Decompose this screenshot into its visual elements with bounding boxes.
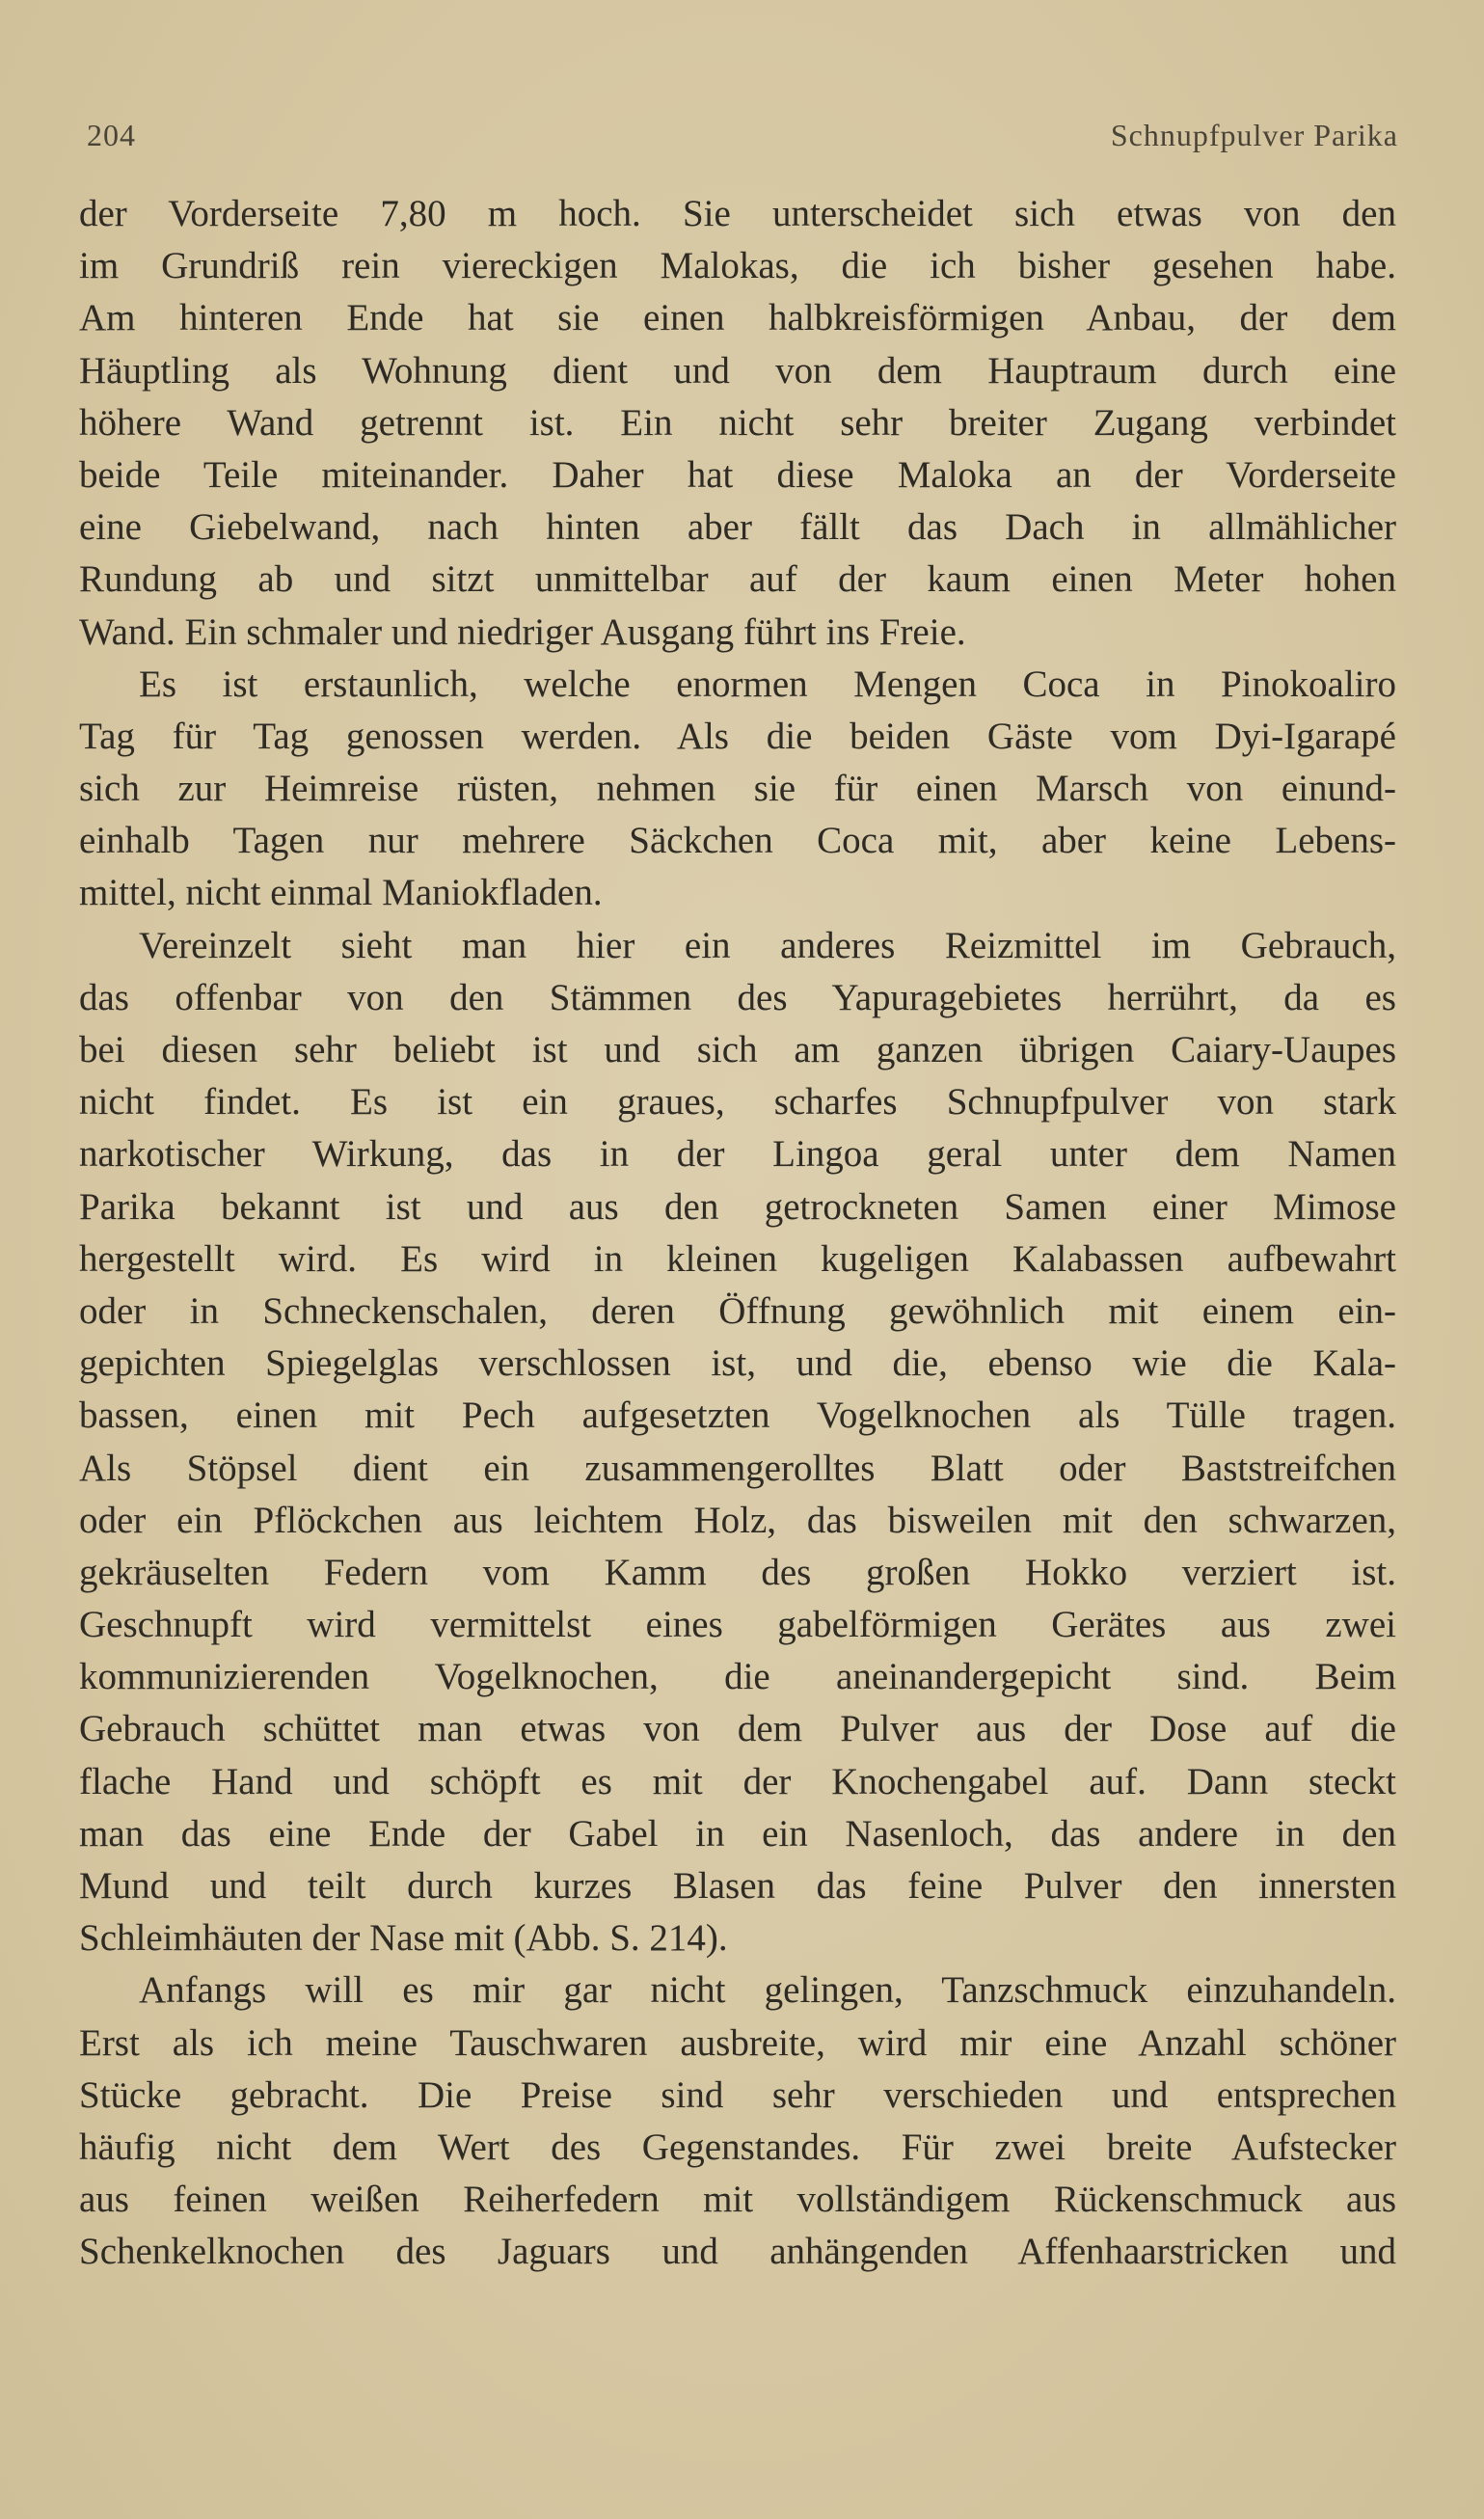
text-line: beide Teile miteinander. Daher hat diese Maloka an der Vorderseite <box>79 453 1396 496</box>
text-line: flache Hand und schöpft es mit der Knochengabel auf. Dann steckt <box>79 1760 1396 1802</box>
text-line: eine Giebelwand, nach hinten aber fällt das Dach in allmählicher <box>79 506 1396 549</box>
page-header <box>87 118 1398 156</box>
text-line: bassen, einen mit Pech aufgesetzten Vogelknochen als Tülle tragen. <box>79 1395 1396 1437</box>
text-line: Schenkelknochen des Jaguars und anhängenden Affenhaarstricken und <box>79 2231 1396 2273</box>
text-line: Anfangs will es mir gar nicht gelingen, Tanzschmuck einzuhandeln. <box>139 1969 1396 2012</box>
text-line: aus feinen weißen Reiherfedern mit vollständigem Rückenschmuck aus <box>79 2179 1396 2221</box>
text-line: im Grundriß rein viereckigen Malokas, die ich bisher gesehen habe. <box>79 245 1396 287</box>
text-line: einhalb Tagen nur mehrere Säckchen Coca mit, aber keine Lebens- <box>79 820 1396 862</box>
text-line: oder in Schneckenschalen, deren Öffnung gewöhnlich mit einem ein- <box>79 1289 1396 1332</box>
running-head: Schnupfpulver Parika <box>1110 118 1398 152</box>
text-line: Als Stöpsel dient ein zusammengerolltes Blatt oder Baststreifchen <box>79 1447 1396 1489</box>
text-line: Geschnupft wird vermittelst eines gabelförmigen Gerätes aus zwei <box>79 1604 1396 1646</box>
text-line: hergestellt wird. Es wird in kleinen kugeligen Kalabassen aufbewahrt <box>79 1237 1396 1280</box>
text-line: Gebrauch schüttet man etwas von dem Pulver aus der Dose auf die <box>79 1708 1396 1750</box>
text-line: narkotischer Wirkung, das in der Lingoa geral unter dem Namen <box>79 1133 1396 1176</box>
paragraph-4 <box>79 1964 1396 2278</box>
text-line: Am hinteren Ende hat sie einen halbkreisförmigen Anbau, der dem <box>79 297 1396 339</box>
text-line: Tag für Tag genossen werden. Als die beiden Gäste vom Dyi-Igarapé <box>79 715 1396 757</box>
text-line: sich zur Heimreise rüsten, nehmen sie für einen Marsch von einund- <box>79 768 1396 810</box>
text-line: gekräuselten Federn vom Kamm des großen Hokko verziert ist. <box>79 1551 1396 1593</box>
text-line: Schleimhäuten der Nase mit (Abb. S. 214). <box>79 1917 728 1960</box>
text-line: Erst als ich meine Tauschwaren ausbreite, wird mir eine Anzahl schöner <box>79 2021 1396 2064</box>
paragraph-3 <box>79 920 1396 1965</box>
text-line: mittel, nicht einmal Maniokfladen. <box>79 872 603 914</box>
text-line: das offenbar von den Stämmen des Yapuragebietes herrührt, da es <box>79 976 1396 1018</box>
text-line: man das eine Ende der Gabel in ein Nasenloch, das andere in den <box>79 1812 1396 1855</box>
text-line: Es ist erstaunlich, welche enormen Mengen Coca in Pinokoaliro <box>139 663 1396 705</box>
text-line: Rundung ab und sitzt unmittelbar auf der kaum einen Meter hohen <box>79 558 1396 601</box>
text-line: bei diesen sehr beliebt ist und sich am ganzen übrigen Caiary-Uaupes <box>79 1029 1396 1070</box>
text-line: Häuptling als Wohnung dient und von dem Hauptraum durch eine <box>79 349 1396 392</box>
paragraph-2 <box>79 659 1396 920</box>
text-line: gepichten Spiegelglas verschlossen ist, und die, ebenso wie die Kala- <box>79 1342 1396 1385</box>
text-line: nicht findet. Es ist ein graues, scharfes Schnupfpulver von stark <box>79 1081 1396 1124</box>
text-line: Stücke gebracht. Die Preise sind sehr verschieden und entsprechen <box>79 2073 1396 2116</box>
paragraph-1 <box>79 188 1396 659</box>
text-line: Vereinzelt sieht man hier ein anderes Reizmittel im Gebrauch, <box>139 924 1396 966</box>
text-line: Mund und teilt durch kurzes Blasen das feine Pulver den innersten <box>79 1865 1396 1907</box>
text-line: Parika bekannt ist und aus den getrockneten Samen einer Mimose <box>79 1185 1396 1228</box>
page-number: 204 <box>87 118 136 152</box>
text-line: kommunizierenden Vogelknochen, die aneinandergepicht sind. Beim <box>79 1656 1396 1698</box>
text-line: häufig nicht dem Wert des Gegenstandes. Für zwei breite Aufstecker <box>79 2126 1396 2168</box>
text-line: höhere Wand getrennt ist. Ein nicht sehr breiter Zugang verbindet <box>79 401 1396 444</box>
body-text <box>79 188 1396 2279</box>
text-line: Wand. Ein schmaler und niedriger Ausgang führt ins Freie. <box>79 610 966 653</box>
text-line: oder ein Pflöckchen aus leichtem Holz, das bisweilen mit den schwarzen, <box>79 1499 1396 1541</box>
text-line: der Vorderseite 7,80 m hoch. Sie unterscheidet sich etwas von den <box>79 193 1396 234</box>
